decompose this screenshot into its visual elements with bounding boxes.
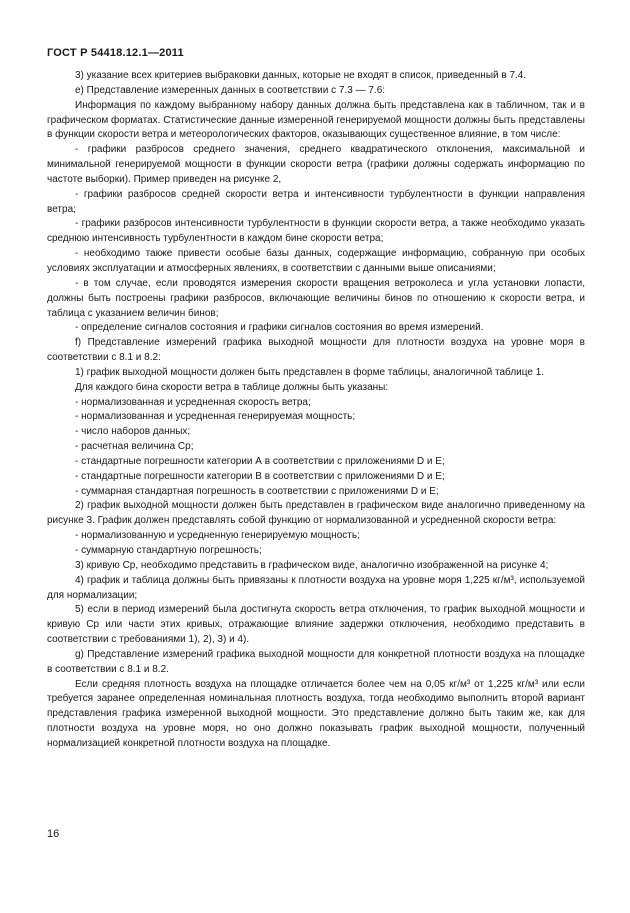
paragraph: Если средняя плотность воздуха на площадке отличается более чем на 0,05 кг/м³ от 1,225 кг/м³ или если требуется заранее определенная номинальная плотность воздуха, тогда необходимо выполнить второй вариант представления графика измеренной выходной мощности. Это представление должно быть таким же, как для плотности воздуха на уровне моря, но оно должно показывать график выходной мощности, полученный нормализацией конкретной плотности воздуха на площадке.	[47, 678, 585, 749]
paragraph: f) Представление измерений графика выходной мощности для плотности воздуха на уровне моря в соответствии с 8.1 и 8.2:	[47, 337, 585, 364]
page-number: 16	[47, 828, 60, 840]
list-item: - суммарную стандартную погрешность;	[75, 545, 262, 556]
paragraph: Для каждого бина скорости ветра в таблице должны быть указаны:	[75, 381, 389, 393]
list-item: - нормализованную и усредненную генерируемую мощность;	[75, 530, 360, 542]
paragraph: Информация по каждому выбранному набору данных должна быть представлена как в табличном, так и в графическом форматах. Статистические данные измеренной генерируемой мощности должны быть представлены в функции скорости ветра и метеорологических факторов, оказывающих существенное влияние, в том числе:	[47, 99, 585, 141]
list-item: - нормализованная и усредненная генерируемая мощность;	[75, 411, 356, 423]
list-item: - стандартные погрешности категории А в соответствии с приложениями D и Е;	[75, 455, 445, 467]
list-item: - необходимо также привести особые базы данных, содержащие информацию, собранную при особых условиях эксплуатации и атмосферных явлениях, в соответствии с данными выше описаниями;	[47, 248, 585, 274]
paragraph: g) Представление измерений графика выходной мощности для конкретной плотности воздуха на площадке в соответствии с 8.1 и 8.2.	[47, 648, 585, 675]
document-header: ГОСТ Р 54418.12.1—2011	[47, 47, 184, 59]
paragraph: 4) график и таблица должны быть привязаны к плотности воздуха на уровне моря 1,225 кг/м³, используемой для нормализации;	[47, 574, 585, 601]
paragraph: 3) кривую Cp, необходимо представить в графическом виде, аналогично изображенной на рисунке 4;	[75, 559, 549, 571]
list-item: - число наборов данных;	[75, 426, 191, 438]
paragraph: е) Представление измеренных данных в соответствии с 7.3 — 7.6:	[75, 84, 386, 96]
paragraph: 1) график выходной мощности должен быть представлен в форме таблицы, аналогичной таблице 1.	[75, 366, 545, 378]
paragraph: 3) указание всех критериев выбраковки данных, которые не входят в список, приведенный в 7.4.	[75, 70, 527, 81]
list-item: - в том случае, если проводятся измерения скорости вращения ветроколеса и угла установки лопасти, должны быть построены графики разбросов, включающие величины бинов по отношению к скорости ветра, и таблица с указанием величин бинов;	[47, 277, 585, 319]
list-item: - определение сигналов состояния и графики сигналов состояния во время измерений.	[75, 322, 484, 334]
list-item: - стандартные погрешности категории В в соответствии с приложениями D и Е;	[75, 470, 445, 482]
paragraph: 5) если в период измерений была достигнута скорость ветра отключения, то график выходной мощности и кривую Cp или части этих кривых, отражающие влияние задержки отключения, необходимо представить в соответствии с требованиями 1), 2), 3) и 4).	[47, 604, 585, 646]
list-item: - графики разбросов среднего значения, среднего квадратического отклонения, максимальной и минимальной генерируемой мощности в функции скорости ветра (графики должны содержать информацию по частоте выборки). Пример приведен на рисунке 2,	[47, 144, 585, 185]
list-item: - графики разбросов средней скорости ветра и интенсивности турбулентности в функции направления ветра;	[47, 188, 585, 215]
list-item: - суммарная стандартная погрешность в соответствии с приложениями D и Е;	[75, 485, 439, 497]
list-item: - расчетная величина Cp;	[75, 441, 194, 453]
page-body	[47, 69, 585, 752]
list-item: - нормализованная и усредненная скорость ветра;	[75, 396, 311, 408]
paragraph: 2) график выходной мощности должен быть представлен в графическом виде аналогично приведенному на рисунке 3. График должен представлять собой функцию от нормализованной и усредненной скорости ветра:	[47, 500, 585, 527]
list-item: - графики разбросов интенсивности турбулентности в функции скорости ветра, а также необходимо указать среднюю интенсивность турбулентности в каждом бине скорости ветра;	[47, 218, 585, 245]
